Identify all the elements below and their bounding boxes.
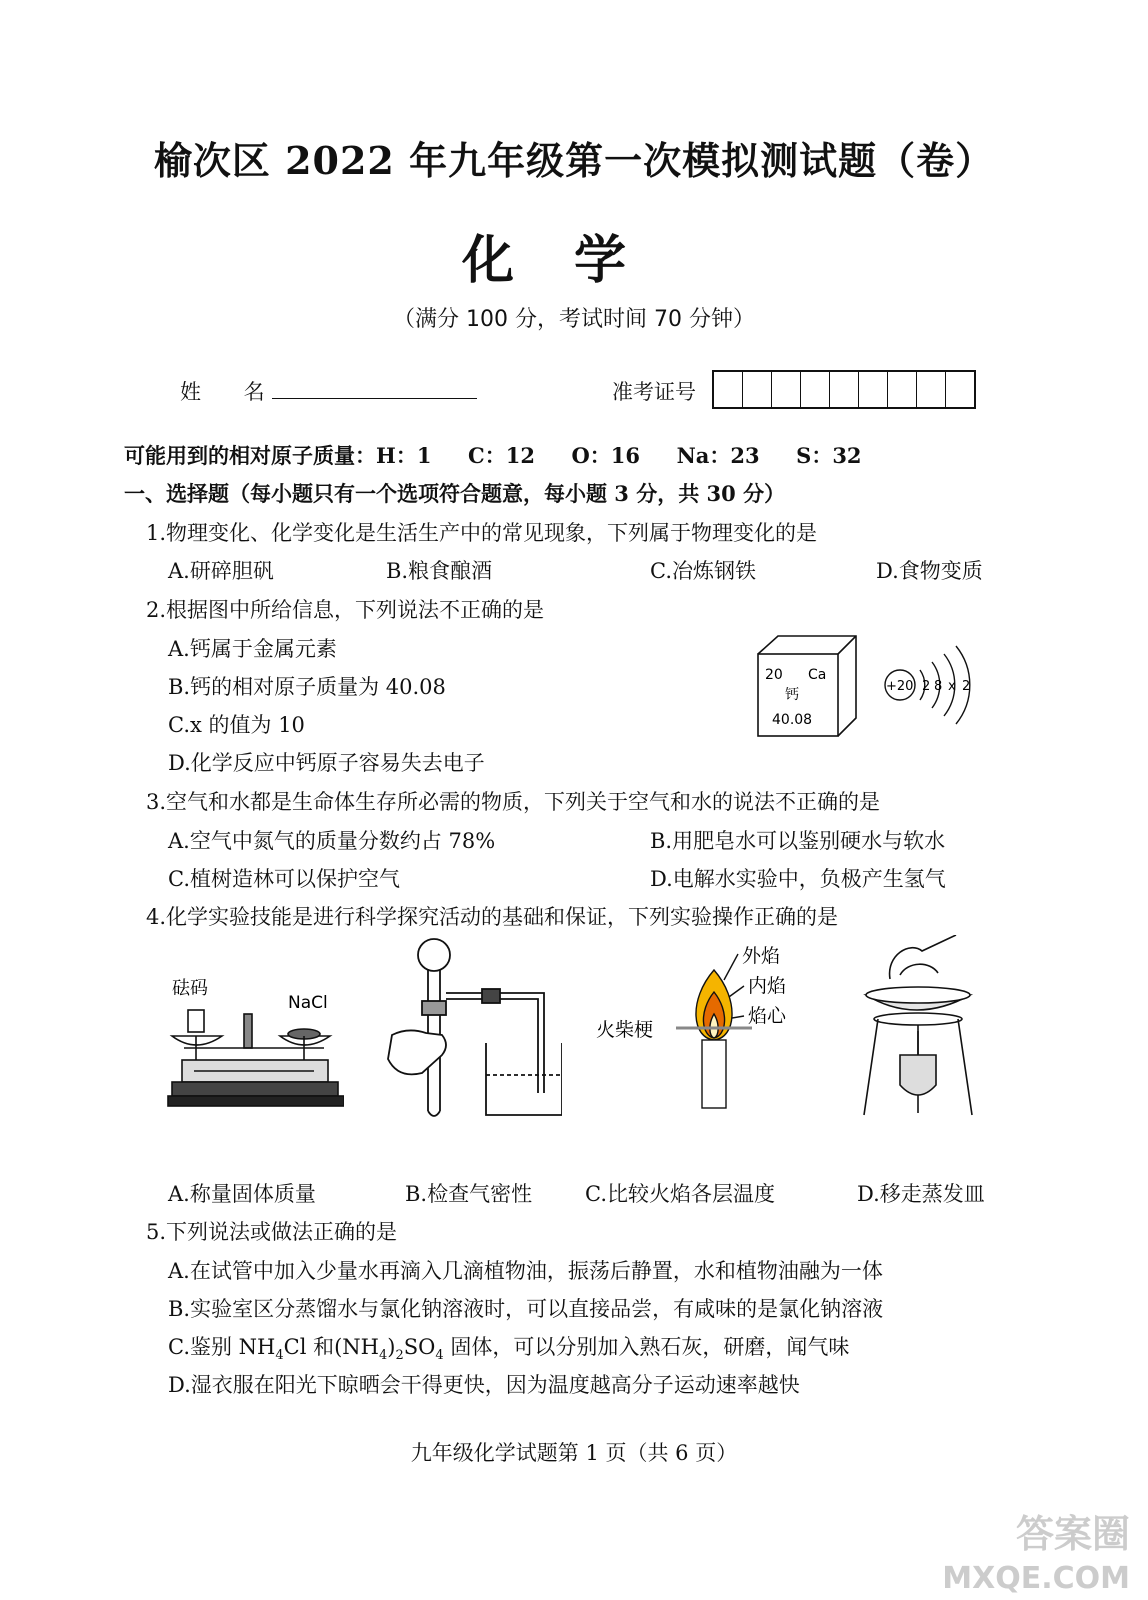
q2-option-c[interactable]: C.x 的值为 10 xyxy=(168,713,305,737)
atom-structure xyxy=(885,646,970,724)
q3-option-c[interactable]: C.植树造林可以保护空气 xyxy=(168,867,400,891)
q1-stem: 1.物理变化、化学变化是生活生产中的常见现象，下列属于物理变化的是 xyxy=(146,521,818,545)
flame-core-label: 焰心 xyxy=(748,1005,787,1027)
watermark-logo: 答案圈 xyxy=(1015,1512,1130,1556)
q5c-text-1: C.鉴别 NH xyxy=(168,1335,276,1359)
q4-option-d[interactable]: D.移走蒸发皿 xyxy=(857,1182,985,1206)
name-label: 姓 名 xyxy=(180,380,283,404)
calcium-figure xyxy=(752,632,982,744)
q3-option-b[interactable]: B.用肥皂水可以鉴别硬水与软水 xyxy=(650,829,946,853)
q5c-sub-1: 4 xyxy=(275,1348,284,1364)
q2-option-d[interactable]: D.化学反应中钙原子容易失去电子 xyxy=(168,751,485,775)
id-box[interactable] xyxy=(801,372,830,407)
section-heading: 一、选择题（每小题只有一个选项符合题意，每小题 3 分，共 30 分） xyxy=(124,481,786,506)
shell-3: x xyxy=(948,679,956,694)
weights-label: 砝码 xyxy=(172,978,208,999)
evaporating-dish-figure xyxy=(860,935,980,1125)
q1-option-a[interactable]: A.研碎胆矾 xyxy=(168,559,274,583)
q5c-sub-4: 4 xyxy=(435,1348,444,1364)
id-box[interactable] xyxy=(917,372,946,407)
q5-option-d[interactable]: D.湿衣服在阳光下晾晒会干得更快，因为温度越高分子运动速率越快 xyxy=(168,1373,800,1397)
element-symbol: Ca xyxy=(808,667,827,683)
q2-option-a[interactable]: A.钙属于金属元素 xyxy=(168,637,337,661)
q5c-text-2: Cl 和(NH xyxy=(283,1335,379,1359)
q3-option-a[interactable]: A.空气中氮气的质量分数约占 78% xyxy=(168,829,496,853)
watermark-url: MXQE.COM xyxy=(942,1561,1130,1596)
id-box[interactable] xyxy=(714,372,743,407)
q5-option-a[interactable]: A.在试管中加入少量水再滴入几滴植物油，振荡后静置，水和植物油融为一体 xyxy=(168,1259,883,1283)
shell-2: 8 xyxy=(934,679,943,694)
id-box[interactable] xyxy=(743,372,772,407)
shell-4: 2 xyxy=(962,679,971,694)
inner-flame-label: 内焰 xyxy=(748,975,787,997)
q5c-text-5: 固体，可以分别加入熟石灰，研磨，闻气味 xyxy=(443,1335,850,1359)
q5c-text-4: SO xyxy=(403,1335,436,1359)
element-name: 钙 xyxy=(785,687,799,703)
q5-stem: 5.下列说法或做法正确的是 xyxy=(146,1220,398,1244)
q4-option-c[interactable]: C.比较火焰各层温度 xyxy=(585,1182,775,1206)
q3-stem: 3.空气和水都是生命体生存所必需的物质，下列关于空气和水的说法不正确的是 xyxy=(146,790,881,814)
q4-stem: 4.化学实验技能是进行科学探究活动的基础和保证，下列实验操作正确的是 xyxy=(146,905,839,929)
id-box[interactable] xyxy=(946,372,974,407)
q5-option-b[interactable]: B.实验室区分蒸馏水与氯化钠溶液时，可以直接品尝，有咸味的是氯化钠溶液 xyxy=(168,1297,884,1321)
element-number: 20 xyxy=(765,667,783,683)
shell-1: 2 xyxy=(922,679,931,694)
q5c-text-3: ) xyxy=(387,1335,396,1359)
id-box[interactable] xyxy=(888,372,917,407)
q4-option-b[interactable]: B.检查气密性 xyxy=(405,1182,533,1206)
q2-stem: 2.根据图中所给信息，下列说法不正确的是 xyxy=(146,598,545,622)
q4-option-a[interactable]: A.称量固体质量 xyxy=(168,1182,316,1206)
q5-option-c[interactable] xyxy=(168,1331,849,1363)
q1-option-b[interactable]: B.粮食酿酒 xyxy=(386,559,493,583)
flame-figure xyxy=(592,940,832,1116)
nucleus-charge: +20 xyxy=(886,679,914,694)
id-box[interactable] xyxy=(830,372,859,407)
id-number-boxes[interactable] xyxy=(712,370,976,409)
id-label: 准考证号 xyxy=(612,380,696,404)
id-box[interactable] xyxy=(859,372,888,407)
nacl-label: NaCl xyxy=(288,993,328,1013)
q5c-sub-2: 4 xyxy=(378,1348,388,1364)
exam-meta: （满分 100 分，考试时间 70 分钟） xyxy=(393,307,755,332)
q2-option-b[interactable]: B.钙的相对原子质量为 40.08 xyxy=(168,675,446,699)
q5c-sub-3: 2 xyxy=(395,1348,404,1364)
q1-option-d[interactable]: D.食物变质 xyxy=(876,559,983,583)
name-field[interactable] xyxy=(272,398,477,399)
id-box[interactable] xyxy=(772,372,801,407)
subject-title: 化学 xyxy=(461,230,686,291)
q3-option-d[interactable]: D.电解水实验中，负极产生氢气 xyxy=(650,867,946,891)
element-mass: 40.08 xyxy=(772,712,813,728)
page-footer: 九年级化学试题第 1 页（共 6 页） xyxy=(410,1441,738,1465)
q1-option-c[interactable]: C.冶炼钢铁 xyxy=(650,559,756,583)
outer-flame-label: 外焰 xyxy=(742,945,781,967)
exam-title: 榆次区 2022 年九年级第一次模拟测试题（卷） xyxy=(153,138,995,183)
balance-figure xyxy=(164,972,344,1128)
match-label: 火柴梗 xyxy=(596,1019,654,1041)
atomic-masses: 可能用到的相对原子质量：H：1 C：12 O：16 Na：23 S：32 xyxy=(124,443,862,468)
airtightness-figure xyxy=(382,935,562,1125)
